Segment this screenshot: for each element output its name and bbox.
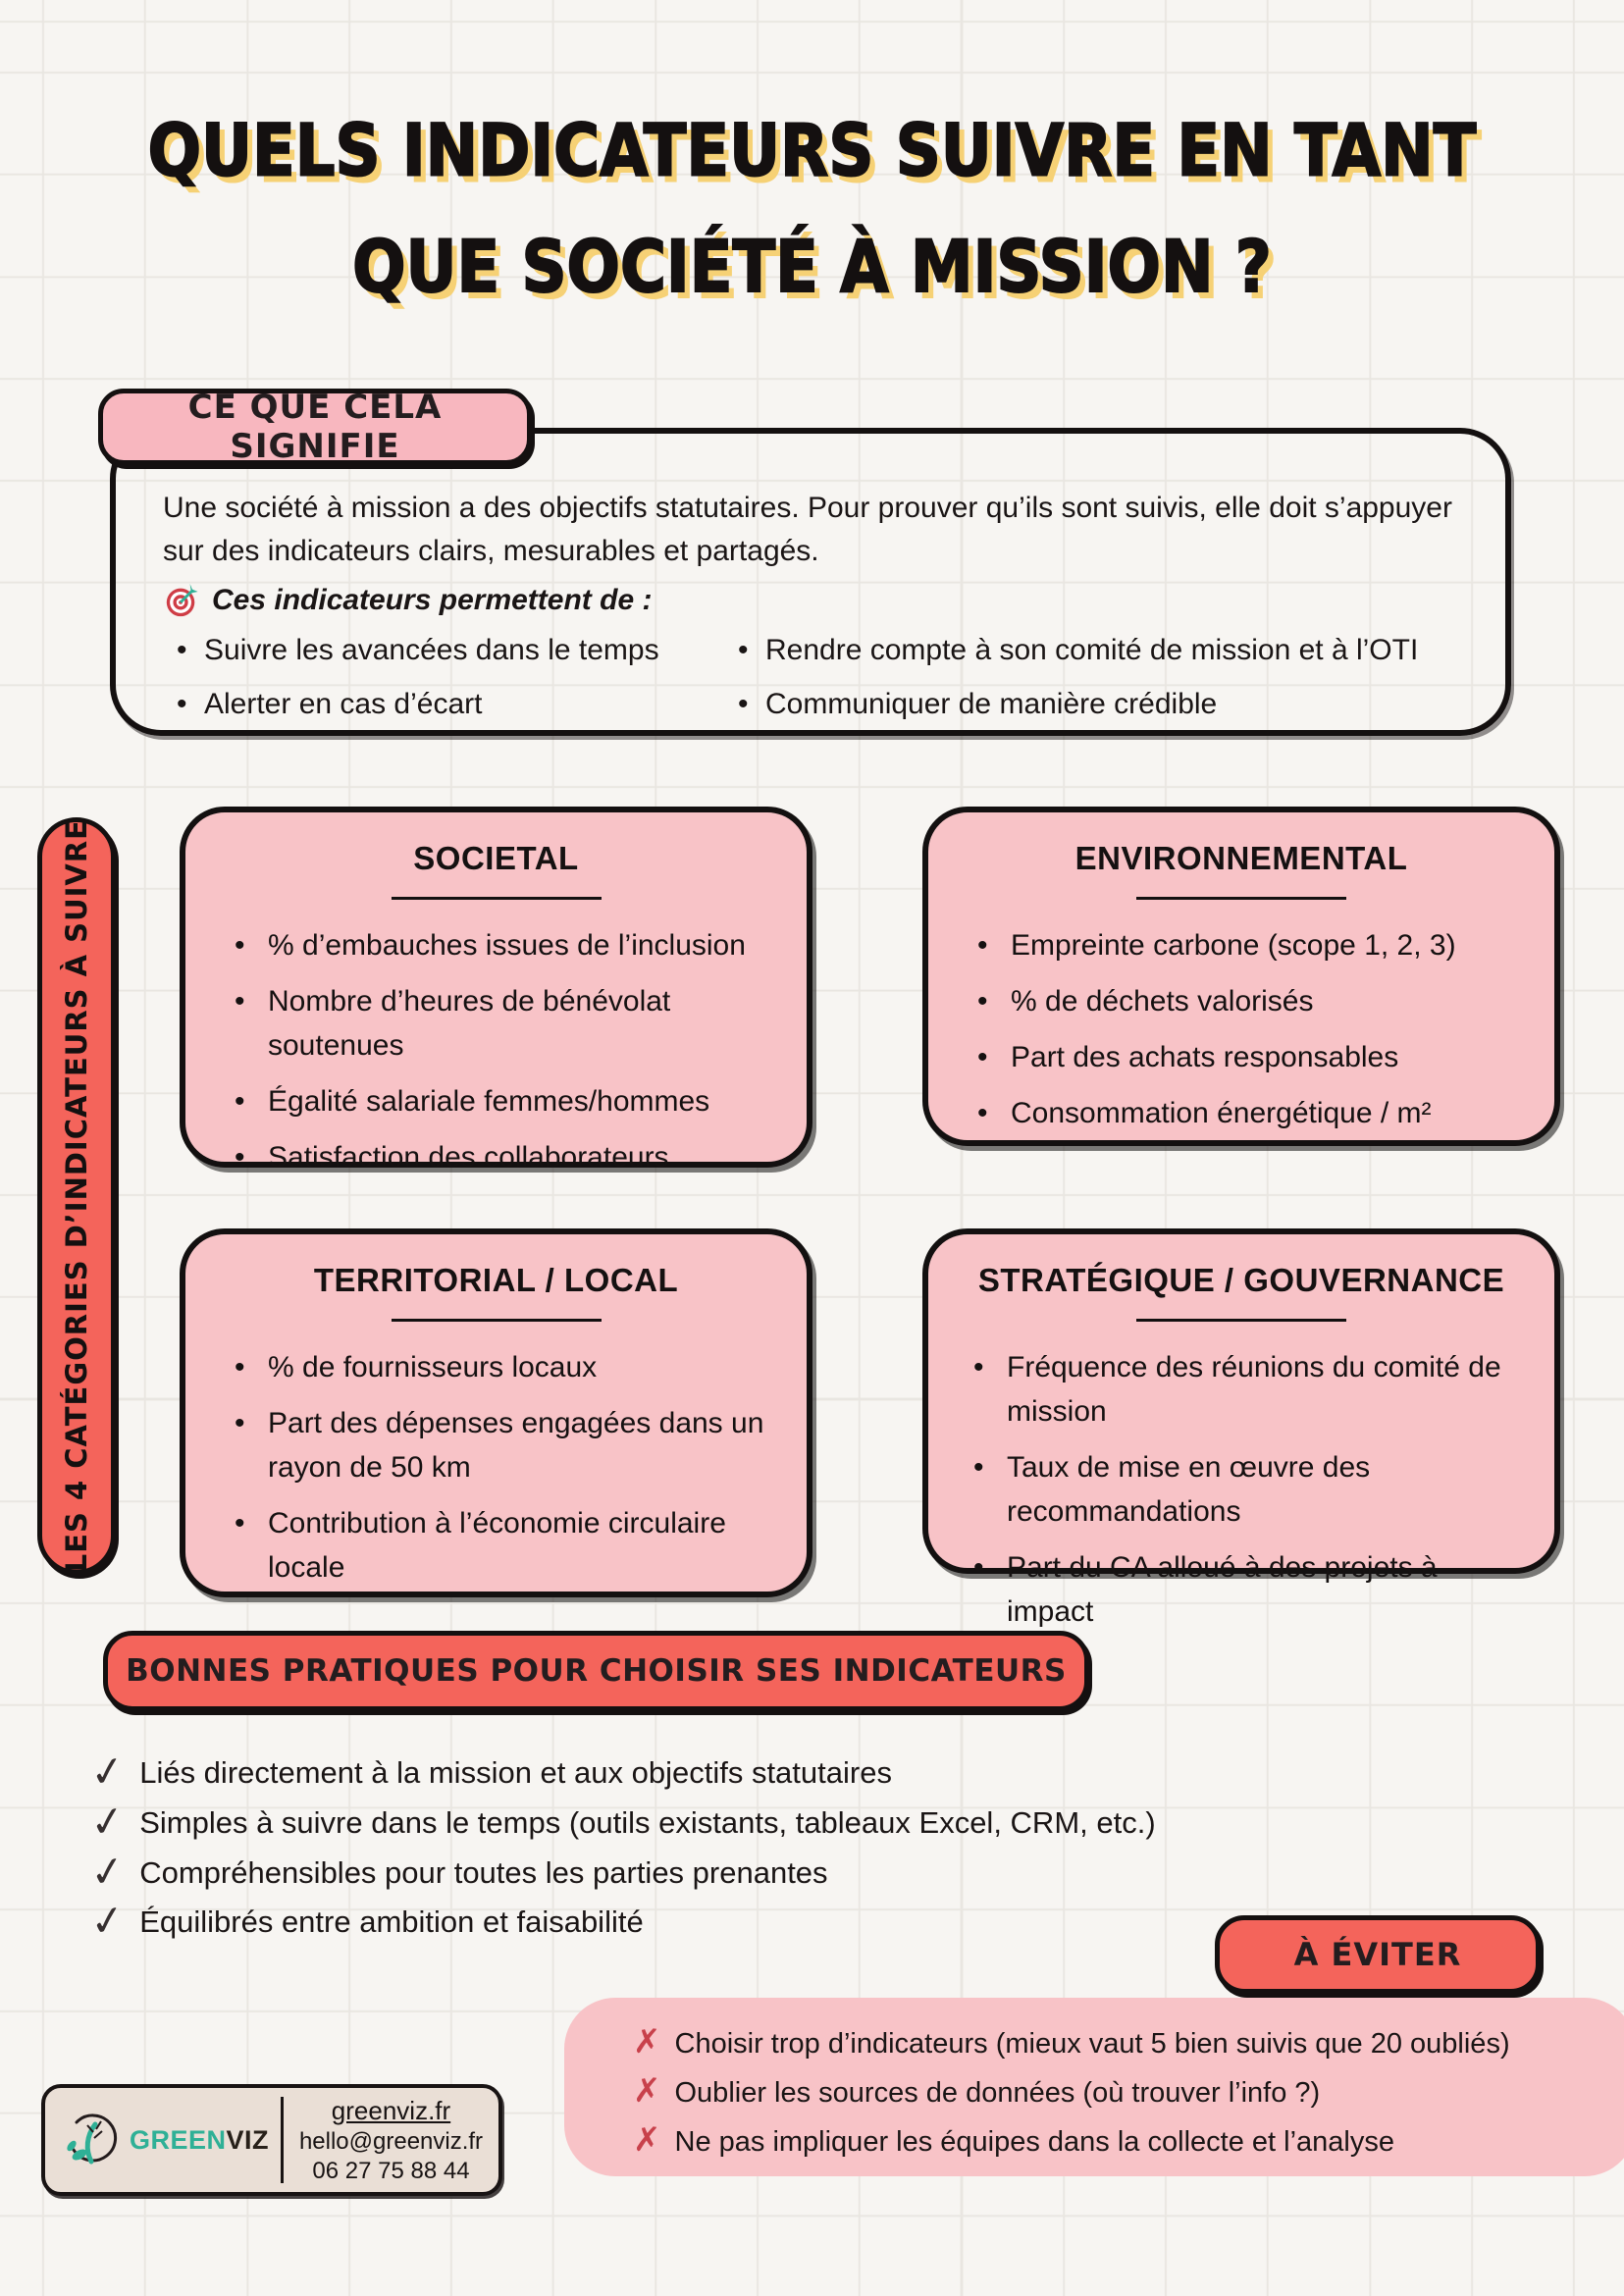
indicator-item: • Fréquence des réunions du comité de mission	[971, 1345, 1527, 1434]
indicator-list	[185, 923, 807, 1179]
check-icon	[88, 1752, 128, 1792]
checklist-item	[90, 1854, 1405, 1893]
indicator-item: • Nombre d’heures de bénévolat soutenues	[233, 979, 777, 1068]
benefit-item: • Rendre compte à son comité de mission et à l’OTI	[724, 631, 1462, 669]
target-icon	[163, 582, 200, 619]
brand-green: GREEN	[130, 2124, 227, 2155]
bonnes-pratiques-badge-label: BONNES PRATIQUES POUR CHOISIR SES INDICATEURS	[126, 1653, 1067, 1689]
checklist-item-label: Simples à suivre dans le temps (outils existants, tableaux Excel, CRM, etc.)	[139, 1804, 1156, 1840]
indicator-item: • Part des achats responsables	[975, 1035, 1525, 1079]
cross-icon	[633, 2125, 661, 2156]
title-underline	[392, 897, 602, 900]
cross-icon	[633, 2076, 661, 2107]
indicator-item: • Taux de mise en œuvre des recommandations	[971, 1445, 1527, 1534]
indicator-list	[928, 923, 1554, 1135]
indicator-item: • Contribution à l’économie circulaire locale	[233, 1501, 777, 1590]
benefit-item: • Alerter en cas d’écart	[163, 685, 724, 723]
indicator-list	[185, 1345, 807, 1590]
benefits-columns	[163, 631, 1462, 739]
bonnes-pratiques-list	[90, 1754, 1405, 1954]
card-societal	[180, 807, 812, 1174]
benefits-list-right	[724, 631, 1462, 739]
brand-wordmark	[130, 2125, 269, 2156]
intro-text: Une société à mission a des objectifs statutaires. Pour prouver qu’ils sont suivis, elle doit s’appuyer sur des indicateurs clairs, mesurables et partagés.	[163, 492, 1452, 567]
footer-contact	[281, 2097, 498, 2183]
benefits-list-left	[163, 631, 724, 739]
indicator-item: • Satisfaction des collaborateurs	[233, 1135, 777, 1179]
a-eviter-badge-label: À ÉVITER	[1293, 1936, 1462, 1973]
indicator-item: • Part des dépenses engagées dans un rayon de 50 km	[233, 1401, 777, 1489]
card-title: STRATÉGIQUE / GOUVERNANCE	[977, 1262, 1505, 1298]
checklist-item	[90, 1754, 1405, 1793]
lead-text: Ces indicateurs permettent de :	[212, 584, 653, 616]
card-territorial	[180, 1228, 812, 1597]
title-underline	[1136, 1319, 1346, 1322]
card-strategique	[922, 1228, 1560, 1628]
indicator-item: • Empreinte carbone (scope 1, 2, 3)	[975, 923, 1525, 967]
check-icon	[88, 1902, 128, 1941]
avoid-item	[633, 2125, 1606, 2160]
card-title: TERRITORIAL / LOCAL	[313, 1262, 679, 1298]
footer-card	[41, 2084, 502, 2196]
phone-text: 06 27 75 88 44	[312, 2157, 470, 2184]
avoid-item-label: Ne pas impliquer les équipes dans la collecte et l’analyse	[674, 2125, 1394, 2158]
signifie-badge-label: CE QUE CELA SIGNIFIE	[187, 388, 443, 466]
avoid-item-label: Oublier les sources de données (où trouver l’info ?)	[674, 2076, 1321, 2109]
categories-ribbon-label: LES 4 CATÉGORIES D’INDICATEURS À SUIVRE	[60, 819, 93, 1573]
greenviz-logo-icon	[61, 2109, 124, 2171]
indicator-item: • % de fournisseurs locaux	[233, 1345, 777, 1389]
title-underline	[392, 1319, 602, 1322]
checklist-item	[90, 1904, 1405, 1942]
check-icon	[88, 1801, 128, 1841]
a-eviter-box	[564, 1998, 1624, 2176]
check-icon	[88, 1852, 128, 1891]
benefit-item: • Suivre les avancées dans le temps	[163, 631, 724, 669]
checklist-item	[90, 1804, 1405, 1843]
checklist-item-label: Liés directement à la mission et aux objectifs statutaires	[139, 1755, 892, 1790]
indicator-item: • Consommation énergétique / m²	[975, 1091, 1525, 1135]
avoid-item-label: Choisir trop d’indicateurs (mieux vaut 5 bien suivis que 20 oubliés)	[674, 2028, 1510, 2060]
title-underline	[1136, 897, 1346, 900]
avoid-item	[633, 2027, 1606, 2061]
card-title: ENVIRONNEMENTAL	[1074, 840, 1408, 876]
card-environnemental	[922, 807, 1560, 1146]
indicator-item: • Égalité salariale femmes/hommes	[233, 1079, 777, 1123]
page-title	[0, 110, 1624, 310]
categories-ribbon	[37, 817, 116, 1575]
cross-icon	[633, 2027, 661, 2058]
signifie-box	[110, 428, 1511, 736]
indicator-item: • % de déchets valorisés	[975, 979, 1525, 1023]
signifie-badge	[98, 389, 532, 465]
a-eviter-badge	[1215, 1915, 1541, 1994]
email-text: hello@greenviz.fr	[298, 2127, 484, 2155]
card-title: SOCIETAL	[413, 840, 579, 876]
footer-brand	[45, 2109, 281, 2171]
website-text: greenviz.fr	[331, 2095, 451, 2125]
lead-row	[163, 582, 1462, 619]
title-line-2: QUE SOCIÉTÉ À MISSION ?	[352, 226, 1272, 310]
indicator-item: • Part du CA alloué à des projets à impact	[971, 1545, 1527, 1634]
title-line-1: QUELS INDICATEURS SUIVRE EN TANT	[147, 110, 1477, 193]
benefit-item: • Communiquer de manière crédible	[724, 685, 1462, 723]
bonnes-pratiques-badge	[103, 1631, 1089, 1711]
checklist-item-label: Équilibrés entre ambition et faisabilité	[139, 1905, 644, 1940]
brand-viz: VIZ	[226, 2124, 270, 2155]
avoid-item	[633, 2076, 1606, 2111]
indicator-list	[928, 1345, 1554, 1634]
checklist-item-label: Compréhensibles pour toutes les parties prenantes	[139, 1854, 828, 1890]
indicator-item: • % d’embauches issues de l’inclusion	[233, 923, 777, 967]
